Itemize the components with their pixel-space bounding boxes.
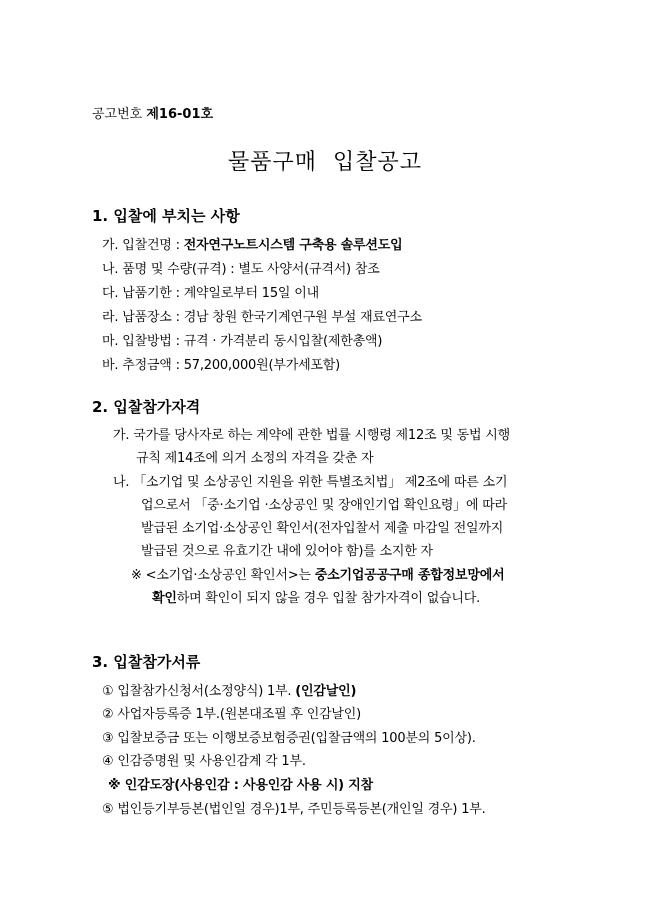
- notice-label: 공고번호: [92, 107, 143, 122]
- sec3-item-1: ② 사업자등록증 1부.(원본대조필 후 인감날인): [102, 707, 362, 722]
- sec3-item-0: [102, 680, 356, 699]
- section-1-heading: 1. 입찰에 부치는 사항: [92, 207, 240, 225]
- sec1-item-1: 나. 품명 및 수량(규격) : 별도 사양서(규격서) 참조: [102, 262, 380, 277]
- section-2-heading: 2. 입찰참가자격: [92, 398, 201, 416]
- sec2-line-2: 나. 「소기업 및 소상공인 지원을 위한 특별조치법」 제2조에 따른 소기: [113, 475, 508, 490]
- section-3-heading: 3. 입찰참가서류: [92, 653, 201, 671]
- sec2-note-line-2: [152, 587, 480, 606]
- sec2-line-0: 가. 국가를 당사자로 하는 계약에 관한 법률 시행령 제12조 및 동법 시행: [113, 428, 510, 443]
- sec3-item-bold: (인감날인): [295, 684, 357, 699]
- notice-number: [92, 103, 213, 122]
- notice-value: 제16-01호: [146, 107, 214, 122]
- sec3-item-label: ① 입찰참가신청서(소정양식) 1부.: [102, 684, 296, 699]
- sec1-item-4: 마. 입찰방법 : 규격 · 가격분리 동시입찰(제한총액): [102, 334, 383, 349]
- sec2-line-4: 발급된 소기업·소상공인 확인서(전자입찰서 제출 마감일 전일까지: [141, 521, 504, 536]
- sec1-item-bold: 전자연구노트시스템 구축용 솔루션도입: [183, 238, 403, 253]
- sec3-note: ※ 인감도장(사용인감 : 사용인감 사용 시) 지참: [108, 778, 373, 793]
- sec2-line-5: 발급된 것으로 유효기간 내에 있어야 함)를 소지한 자: [141, 544, 433, 559]
- sec2-note-bold: 중소기업공공구매 종합정보망에서: [314, 568, 505, 583]
- sec2-note-text: ※ <소기업·소상공인 확인서>는: [131, 568, 315, 583]
- sec3-item-4: ⑤ 법인등기부등본(법인일 경우)1부, 주민등록등본(개인일 경우) 1부.: [102, 802, 486, 817]
- sec1-item-5: 바. 추정금액 : 57,200,000원(부가세포함): [102, 358, 341, 373]
- sec1-item-0: [102, 234, 402, 253]
- sec2-line-1: 규칙 제14조에 의거 소정의 자격을 갖춘 자: [136, 451, 374, 466]
- sec3-item-3: ④ 인감증명원 및 사용인감계 각 1부.: [102, 754, 306, 769]
- page-title: 물품구매 입찰공고: [227, 150, 422, 175]
- sec1-item-3: 라. 납품장소 : 경남 창원 한국기계연구원 부설 재료연구소: [102, 310, 422, 325]
- sec2-note2-text: 하며 확인이 되지 않을 경우 입찰 참가자격이 없습니다.: [176, 591, 481, 606]
- sec1-item-2: 다. 납품기한 : 계약일로부터 15일 이내: [102, 286, 319, 301]
- sec1-item-label: 가. 입찰건명 :: [102, 238, 184, 253]
- sec3-item-2: ③ 입찰보증금 또는 이행보증보험증권(입찰금액의 100분의 5이상).: [102, 731, 476, 746]
- sec2-note2-bold: 확인: [152, 591, 177, 606]
- sec2-note-line-1: [131, 564, 504, 583]
- sec2-line-3: 업으로서 「중·소기업 ·소상공인 및 장애인기업 확인요령」에 따라: [141, 498, 508, 513]
